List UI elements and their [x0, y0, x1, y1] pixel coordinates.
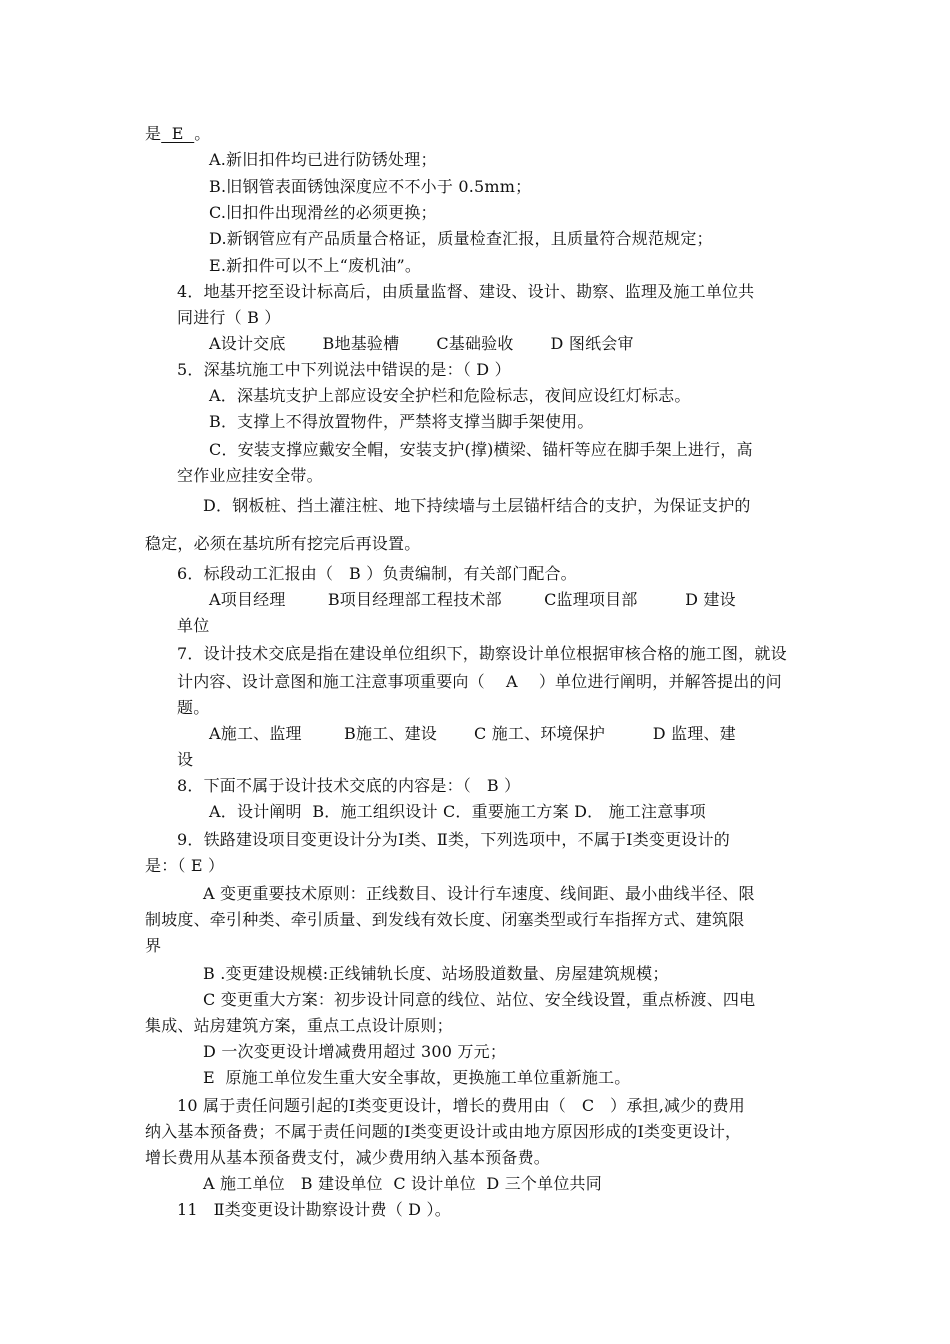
question-line: 11 Ⅱ类变更设计勘察设计费（ D ）。: [177, 1200, 451, 1219]
text-fragment: 。: [194, 124, 211, 143]
option-line: 空作业应挂安全带。: [177, 466, 323, 485]
options-line: 设: [177, 750, 194, 769]
option-line: D 一次变更设计增减费用超过 300 万元；: [203, 1042, 507, 1061]
question-line: 10 属于责任问题引起的Ⅰ类变更设计，增长的费用由（ C ）承担,减少的费用: [177, 1096, 746, 1115]
question-line: 是：（ E ）: [145, 856, 225, 875]
option-line: B.旧钢管表面锈蚀深度应不不小于 0.5mm；: [209, 177, 532, 196]
answer-blank: E: [161, 124, 195, 143]
option-line: B .变更建设规模:正线铺轨长度、站场股道数量、房屋建筑规模；: [203, 964, 669, 983]
option-line: C.旧扣件出现滑丝的必须更换；: [209, 203, 437, 222]
option-line: C 变更重大方案：初步设计同意的线位、站位、安全线设置，重点桥渡、四电: [203, 990, 756, 1009]
option-line: E.新扣件可以不上“废机油”。: [209, 256, 422, 275]
option-line: A.新旧扣件均已进行防锈处理；: [209, 150, 437, 169]
question-line: 7．设计技术交底是指在建设单位组织下，勘察设计单位根据审核合格的施工图，就设: [177, 644, 787, 663]
question-line: 5．深基坑施工中下列说法中错误的是：（ D ）: [177, 360, 511, 379]
question-line: 9．铁路建设项目变更设计分为Ⅰ类、Ⅱ类，下列选项中，不属于Ⅰ类变更设计的: [177, 830, 730, 849]
question-line: 8．下面不属于设计技术交底的内容是：（ B ）: [177, 776, 521, 795]
options-line: A 施工单位 B 建设单位 C 设计单位 D 三个单位共同: [203, 1174, 602, 1193]
options-line: A施工、监理 B施工、建设 C 施工、环境保护 D 监理、建: [209, 724, 736, 743]
question-line: 同进行（ B ）: [177, 308, 281, 327]
option-line: D.新钢管应有产品质量合格证，质量检查汇报，且质量符合规范规定；: [209, 229, 713, 248]
question-line: 6．标段动工汇报由（ B ）负责编制，有关部门配合。: [177, 564, 577, 583]
text-line: [145, 124, 210, 144]
options-line: 单位: [177, 616, 210, 635]
question-line: 计内容、设计意图和施工注意事项重要向（ A ）单位进行阐明，并解答提出的问: [177, 672, 782, 691]
option-line: A．深基坑支护上部应设安全护栏和危险标志，夜间应设红灯标志。: [209, 386, 691, 405]
option-line: 制坡度、牵引种类、牵引质量、到发线有效长度、闭塞类型或行车指挥方式、建筑限: [145, 910, 745, 929]
options-line: A项目经理 B项目经理部工程技术部 C监理项目部 D 建设: [209, 590, 736, 609]
option-line: E 原施工单位发生重大安全事故，更换施工单位重新施工。: [203, 1068, 631, 1087]
question-line: 纳入基本预备费；不属于责任问题的Ⅰ类变更设计或由地方原因形成的Ⅰ类变更设计，: [145, 1122, 742, 1141]
options-line: A设计交底 B地基验槽 C基础验收 D 图纸会审: [209, 334, 634, 353]
option-line: D．钢板桩、挡土灌注桩、地下持续墙与土层锚杆结合的支护，为保证支护的: [203, 496, 751, 515]
question-line: 4．地基开挖至设计标高后，由质量监督、建设、设计、勘察、监理及施工单位共: [177, 282, 755, 301]
question-line: 题。: [177, 698, 210, 717]
options-line: A．设计阐明 B．施工组织设计 C．重要施工方案 D． 施工注意事项: [209, 802, 706, 821]
option-line: 集成、站房建筑方案，重点工点设计原则；: [145, 1016, 453, 1035]
option-line: B．支撑上不得放置物件，严禁将支撑当脚手架使用。: [209, 412, 594, 431]
option-line: 稳定，必须在基坑所有挖完后再设置。: [145, 534, 421, 553]
question-line: 增长费用从基本预备费支付，减少费用纳入基本预备费。: [145, 1148, 551, 1167]
option-line: 界: [145, 936, 162, 955]
option-line: A 变更重要技术原则：正线数目、设计行车速度、线间距、最小曲线半径、限: [203, 884, 755, 903]
option-line: C．安装支撑应戴安全帽，安装支护(撑)横梁、锚杆等应在脚手架上进行，高: [209, 440, 753, 459]
text-fragment: 是: [145, 124, 162, 143]
